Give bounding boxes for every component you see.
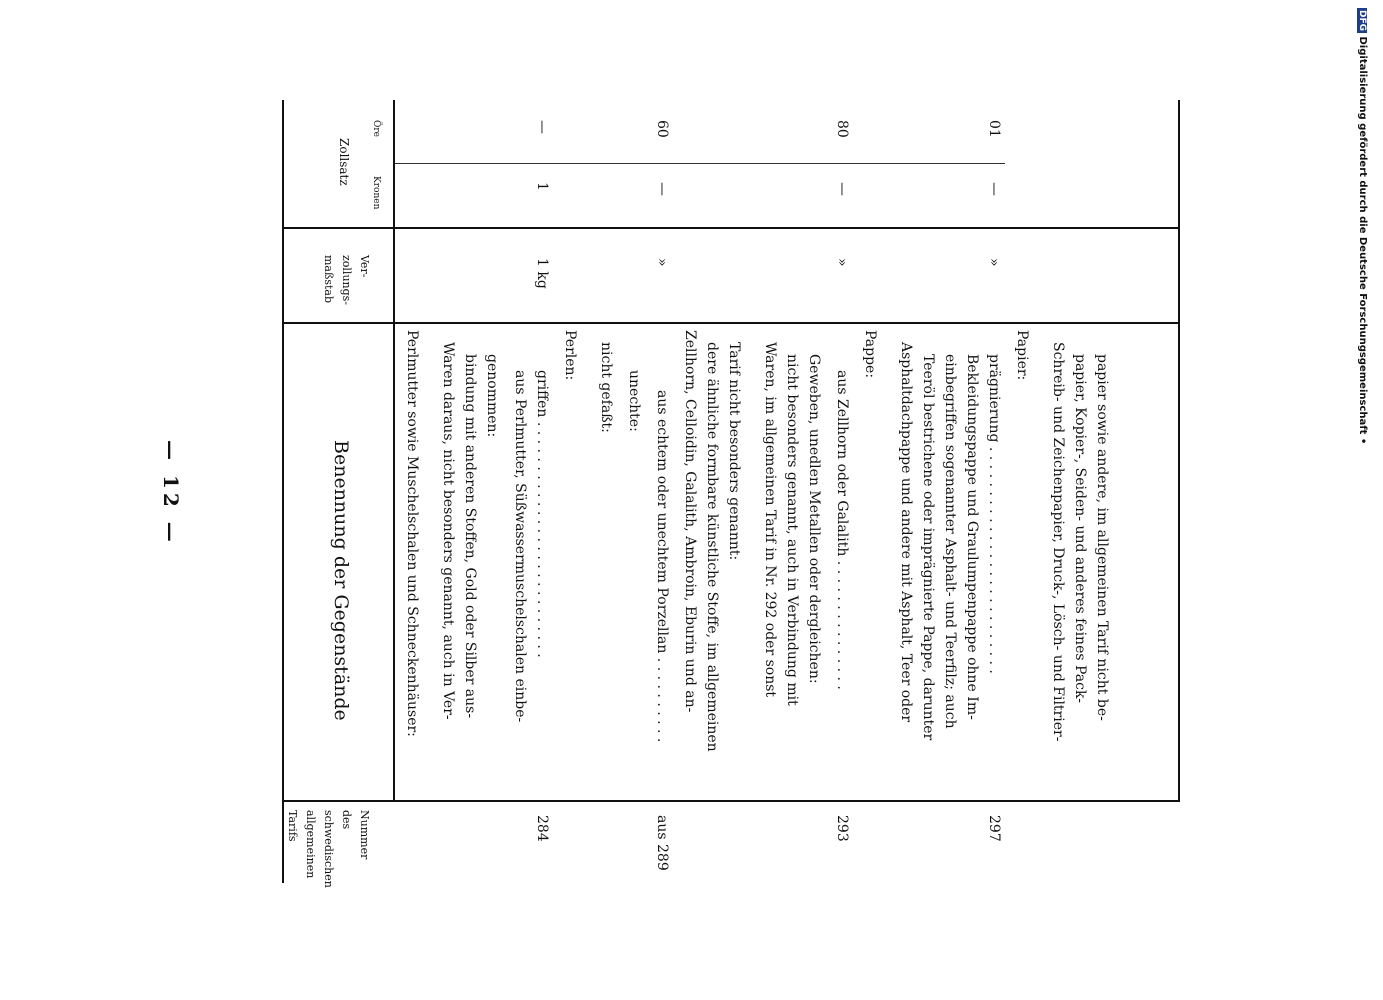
row-unit: 1 kg: [534, 258, 550, 289]
row-text-line: griffen . . . . . . . . . . . . . . . . . . . . . . . . . . .: [534, 370, 550, 658]
row-text-line: aus echtem oder unechtem Porzellan . . . . . . . . . .: [654, 390, 670, 743]
row-oere: 01: [986, 120, 1002, 138]
header-unit-line: zollungs-: [340, 255, 353, 306]
header-number-line: des: [340, 810, 353, 830]
row-number: 297: [986, 815, 1002, 842]
row-kronen: —: [654, 182, 670, 196]
row-text-line: nicht besonders genannt, auch in Verbindung mit: [784, 354, 800, 706]
table-right-rule: [1178, 100, 1180, 800]
row-text-line: einbegriffen sogenannter Asphalt- und Teerfilz; auch: [942, 354, 958, 729]
row-text-line: Perlen:: [562, 330, 578, 381]
row-text-line: Perlmutter sowie Muschelschalen und Schneckenhäuser:: [404, 330, 420, 737]
row-text-line: bindung mit anderen Stoffen, Gold oder Silber aus-: [462, 354, 478, 719]
row-text-line: Bekleidungspappe und Graulumpenpappe ohne Im-: [964, 354, 980, 720]
row-text-line: unechte:: [626, 370, 642, 432]
dfg-credit-text: Digitalisierung gefördert durch die Deutsche Forschungsgemeinschaft •: [1357, 36, 1368, 445]
table-left-rule: [282, 100, 284, 883]
row-text-line: aus Zellhorn oder Galalith . . . . . . . . . . . . . . .: [834, 370, 850, 690]
header-number-line: Nummer: [358, 810, 371, 860]
row-text-line: Pappe:: [862, 330, 878, 379]
header-duty-column: Zollsatz: [337, 138, 351, 186]
header-kronen-column: Kronen: [371, 176, 381, 210]
row-text-line: Teeröl bestrichene oder imprägnierte Pappe, darunter: [920, 354, 936, 741]
row-text-line: Zellhorn, Celloidin, Galalith, Ambroin, Eburin und an-: [682, 330, 698, 713]
header-unit-line: Ver-: [358, 255, 371, 278]
row-text-line: Tarif nicht besonders genannt:: [726, 342, 742, 561]
row-text-line: aus Perlmutter, Süßwassermuschelschalen einbe-: [512, 370, 528, 723]
row-number: aus 289: [654, 815, 670, 871]
row-text-line: Papier:: [1014, 330, 1030, 381]
dfg-logo: DFG: [1357, 10, 1367, 32]
row-text-line: nicht gefaßt:: [598, 342, 614, 433]
header-number-line: schwedischen: [322, 810, 335, 888]
row-text-line: Waren daraus, nicht besonders genannt, auch in Ver-: [440, 342, 456, 720]
header-rule: [393, 100, 395, 800]
header-goods-column: Benennung der Gegenstände: [330, 440, 352, 721]
header-number-line: allgemeinen: [304, 810, 317, 879]
row-oere: 80: [834, 120, 850, 138]
row-number: 284: [534, 815, 550, 842]
row-text-line: Geweben, unedlen Metallen oder dergleichen:: [806, 354, 822, 684]
row-text-line: Waren, im allgemeinen Tarif in Nr. 292 oder sonst: [762, 342, 778, 698]
dfg-credit: [1356, 8, 1368, 444]
page-number: — 12 —: [159, 440, 183, 546]
row-number: 293: [834, 815, 850, 842]
sep-number-goods: [282, 800, 1180, 802]
header-oere-column: Öre: [371, 120, 381, 138]
row-text-line: dere ähnliche formbare künstliche Stoffe, im allgemeinen: [704, 342, 720, 752]
row-oere: 60: [654, 120, 670, 138]
row-unit: »: [986, 258, 1002, 267]
row-text-line: papier sowie andere, im allgemeinen Tarif nicht be-: [1094, 354, 1110, 721]
row-unit: »: [654, 258, 670, 267]
row-text-line: Schreib- und Zeichenpapier, Druck-, Lösch- und Filtrier-: [1050, 342, 1066, 742]
row-text-line: Asphaltdachpappe und andere mit Asphalt, Teer oder: [898, 342, 914, 723]
row-oere: —: [534, 120, 550, 134]
row-kronen: —: [986, 182, 1002, 196]
sep-kronen-oere: [395, 163, 1005, 164]
header-unit-line: maßstab: [322, 255, 335, 304]
header-number-line: Tarifs: [286, 810, 299, 842]
sep-unit-duty: [282, 227, 1180, 229]
sep-goods-unit: [282, 322, 1180, 324]
row-kronen: —: [834, 182, 850, 196]
row-text-line: prägnierung . . . . . . . . . . . . . . . . . . . . . . . . . .: [986, 354, 1002, 674]
row-text-line: papier, Kopier-, Seiden- und anderes feines Pack-: [1072, 354, 1088, 703]
row-text-line: genommen:: [484, 354, 500, 438]
row-unit: »: [834, 258, 850, 267]
row-kronen: 1: [534, 182, 550, 191]
